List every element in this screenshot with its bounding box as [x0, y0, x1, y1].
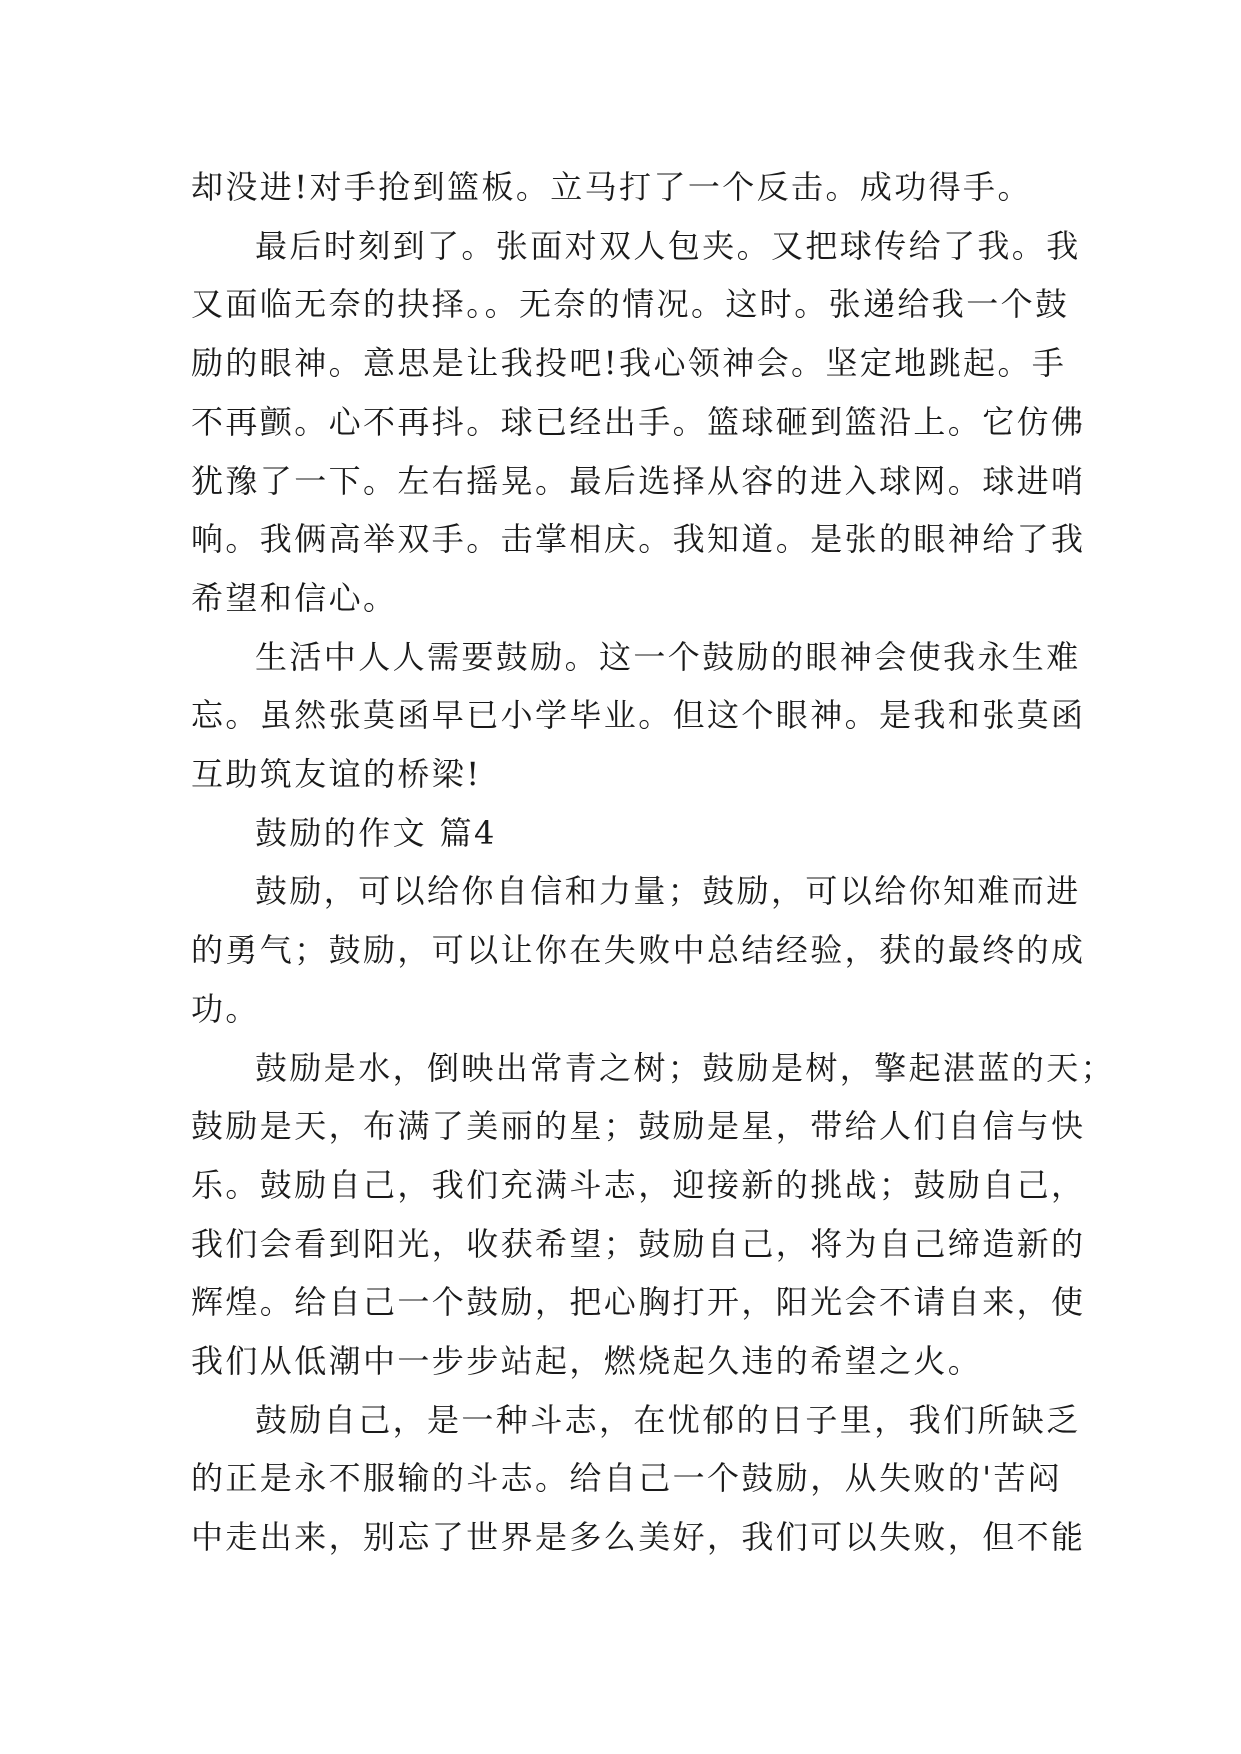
text-line: 又面临无奈的抉择。。无奈的情况。这时。张递给我一个鼓 [191, 285, 1070, 324]
text-line: 鼓励是天，布满了美丽的星；鼓励是星，带给人们自信与快 [191, 1107, 1086, 1146]
text-line: 辉煌。给自己一个鼓励，把心胸打开，阳光会不请自来，使 [191, 1283, 1086, 1322]
text-line: 乐。鼓励自己，我们充满斗志，迎接新的挑战；鼓励自己， [191, 1165, 1086, 1204]
paragraph-start-line: 最后时刻到了。张面对双人包夹。又把球传给了我。我 [255, 226, 1081, 265]
text-line: 中走出来，别忘了世界是多么美好，我们可以失败，但不能 [191, 1518, 1086, 1557]
text-line: 我们会看到阳光，收获希望；鼓励自己，将为自己缔造新的 [191, 1224, 1086, 1263]
text-line: 励的眼神。意思是让我投吧!我心领神会。坚定地跳起。手 [191, 344, 1067, 383]
text-line: 忘。虽然张莫函早已小学毕业。但这个眼神。是我和张莫函 [191, 696, 1086, 735]
paragraph-start-line: 生活中人人需要鼓励。这一个鼓励的眼神会使我永生难 [255, 637, 1081, 676]
text-line: 希望和信心。 [191, 578, 398, 617]
text-line: 响。我俩高举双手。击掌相庆。我知道。是张的眼神给了我 [191, 520, 1086, 559]
text-line: 我们从低潮中一步步站起，燃烧起久违的希望之火。 [191, 1342, 983, 1381]
document-body [191, 158, 1116, 1567]
paragraph-start-line: 鼓励是水，倒映出常青之树；鼓励是树，擎起湛蓝的天； [255, 1048, 1116, 1087]
paragraph-start-line: 鼓励自己，是一种斗志，在忧郁的日子里，我们所缺乏 [255, 1400, 1081, 1439]
text-line: 不再颤。心不再抖。球已经出手。篮球砸到篮沿上。它仿佛 [191, 402, 1086, 441]
text-line: 犹豫了一下。左右摇晃。最后选择从容的进入球网。球进哨 [191, 461, 1086, 500]
paragraph-start-line: 鼓励，可以给你自信和力量；鼓励，可以给你知难而进 [255, 872, 1081, 911]
text-line: 却没进!对手抢到篮板。立马打了一个反击。成功得手。 [191, 168, 1032, 206]
text-line: 互助筑友谊的桥梁! [191, 755, 482, 794]
text-line: 的勇气；鼓励，可以让你在失败中总结经验，获的最终的成 [191, 931, 1086, 970]
text-line: 的正是永不服输的斗志。给自己一个鼓励，从失败的'苦闷 [191, 1459, 1063, 1498]
text-line: 功。 [191, 989, 260, 1028]
section-heading: 鼓励的作文 篇4 [255, 813, 497, 852]
